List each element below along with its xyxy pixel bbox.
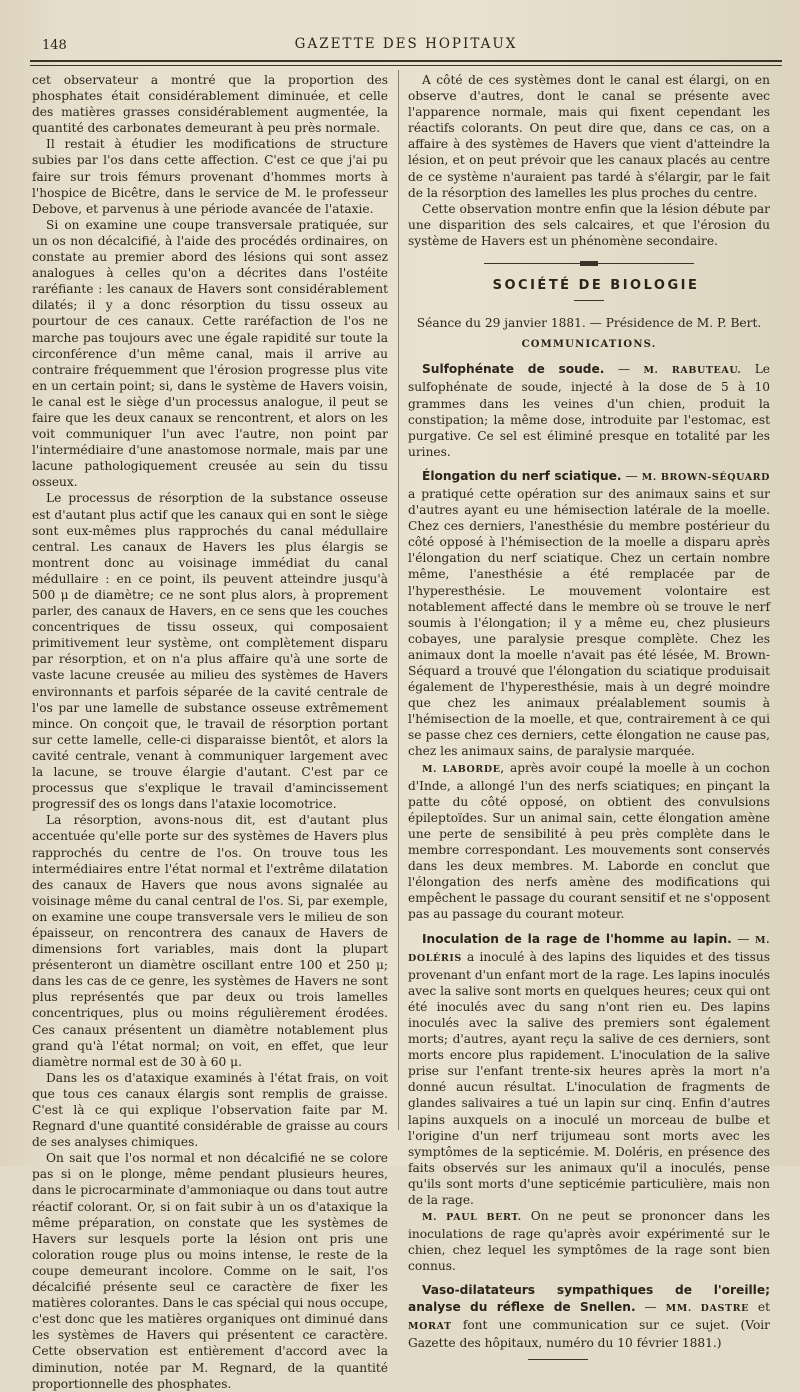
entry-text: après avoir coupé la moelle à un cochon d'Inde, a allongé l'un des nerfs sciatiques; en pinçant la patte du côté opposé, on obtient des convulsions épileptoïdes. Sur un animal sain, cette élongation amène une perte de sensibilité à peu près complète dans le membre correspondant. Les mouvements sont conservés dans les deux membres. M. Laborde en conclut que l'élongation des nerfs amène des modifications qui empêchent le passage du courant sensitif et ne s'opposent pas au passage du courant moteur. bbox=[408, 760, 770, 922]
communication-entry: Élongation du nerf sciatique. — M. BROWN-SÉQUARD a pratiqué cette opération sur des animaux sains et sur d'autres ayant eu une hémisection latérale de la moelle. Chez ces derniers, l'anesthésie du membre postérieur du côté opposé à l'hémisection de la moelle a disparu après l'élongation du nerf sciatique. Chez un certain nombre même, l'anesthésie a été remplacée par de l'hyperesthésie. Le mouvement volontaire est notablement affecté dans le membre où se trouve le nerf soumis à l'élongation; il y a même eu, chez plusieurs cobayes, une paralysie presque complète. Chez les animaux dont la moelle n'avait pas été lésée, M. Brown-Séquard a trouvé que l'élongation du sciatique produisait également de l'hyperesthésie, mais à un degré moindre que chez les animaux préalablement soumis à l'hémisection de la moelle, et que, contrairement à ce qui se passe chez ces derniers, cette élongation ne cause pas, chez les animaux sains, de paralysie marquée. bbox=[408, 468, 771, 759]
entry-text: a inoculé à des lapins des liquides et des tissus provenant d'un enfant mort de la rage. Les lapins inoculés avec la salive sont morts en quelques heures; ceux qui ont été inoculés avec du sang n'ont rien eu. Des lapins inoculés avec la salive des premiers sont également morts; d'autres, ayant reçu la salive de ces derniers, sont morts encore plus rapidement. L'inoculation de la salive prise sur l'enfant trente-six heures après la mort n'a donné aucun résultat. L'inoculation de fragments de glandes salivaires a tué un lapin sur cinq. Enfin d'autres lapins auxquels on a inoculé un morceau de bulbe et l'origine d'un nerf trijumeau sont morts avec les symptômes de la septicémie. M. Doléris, en présence des faits observés sur les animaux qu'il a inoculés, pense qu'ils sont morts d'une septicémie particulière, mais non de la rage. bbox=[408, 949, 770, 1207]
entry-title: Élongation du nerf sciatique. bbox=[422, 468, 622, 483]
entry-title: Sulfophénate de soude. bbox=[422, 362, 605, 377]
communication-entry: Vaso-dilatateurs sympathiques de l'oreille; analyse du réflexe de Snellen. — MM. DASTRE et MORAT font une communication sur ce sujet. (Voir Gazette des hôpitaux, numéro du 10 février 1881.) bbox=[408, 1283, 771, 1350]
section-separator bbox=[484, 263, 694, 264]
header-rule-thin bbox=[30, 65, 782, 66]
communications-heading: COMMUNICATIONS. bbox=[521, 339, 657, 351]
section-title: SOCIÉTÉ DE BIOLOGIE bbox=[492, 278, 700, 294]
communication-entry bbox=[408, 1208, 770, 1274]
paragraph: Il restait à étudier les modifications de structure subies par l'os dans cette affection. C'est ce que j'ai pu faire sur trois fémurs provenant d'hommes morts à l'hospice de Bicêtre, dans le service de M. le professeur Debove, et parvenus à une période avancée de l'ataxie. bbox=[32, 137, 388, 216]
paragraph: La résorption, avons-nous dit, est d'autant plus accentuée qu'elle porte sur des systèmes de Havers plus rapprochés du centre de l'os. On trouve tous les intermédiaires entre l'état normal et l'extrême dilatation des canaux de Havers que nous avons signalée au voisinage même du canal central de l'os. Si, par exemple, on examine une coupe transversale vers le milieu de son épaisseur, on rencontrera des canaux de Havers de dimensions fort variables, mais dont la plupart présenteront un diamètre oscillant entre 100 et 250 μ; dans les cas de ce genre, les systèmes de Havers ne sont plus représentés que par deux ou trois lamelles concentriques, plus ou moins régulièrement érodées. Ces canaux présentent un diamètre notablement plus grand qu'à l'état normal; on voit, en effet, que leur diamètre normal est de 30 à 60 μ. bbox=[32, 813, 388, 1069]
entry-author: MM. DASTRE bbox=[665, 1302, 749, 1314]
entry-author: M. DOLÉRIS bbox=[408, 934, 771, 964]
paragraph: Dans les os d'ataxique examinés à l'état frais, on voit que tous ces canaux élargis sont remplis de graisse. C'est là ce qui explique l'observation faite par M. Regnard d'une quantité considérable de graisse au cours de ses analyses chimiques. bbox=[32, 1070, 388, 1150]
page-header bbox=[30, 30, 782, 64]
communication-entry bbox=[408, 760, 770, 923]
entry-title: Inoculation de la rage de l'homme au lapin. bbox=[422, 931, 732, 946]
end-rule bbox=[528, 1359, 588, 1360]
entry-author: M. PAUL BERT. bbox=[422, 1212, 522, 1224]
left-column bbox=[32, 72, 388, 1392]
paragraph: A côté de ces systèmes dont le canal est élargi, on en observe d'autres, dont le canal se présente avec l'apparence normale, mais qui fixent cependant les réactifs colorants. On peut dire que, dans ce cas, on a affaire à des systèmes de Havers que vient d'atteindre la lésion, et on peut prévoir que les canaux placés au centre de ce système n'auraient pas tardé à s'élargir, par le fait de la résorption des lamelles les plus proches du centre. bbox=[408, 73, 770, 200]
entry-text: a pratiqué cette opération sur des animaux sains et sur d'autres ayant eu une hémisection latérale de la moelle. Chez ces derniers, l'anesthésie du membre postérieur du côté opposé à l'hémisection de la moelle a disparu après l'élongation du nerf sciatique. Chez un certain nombre même, l'anesthésie a été remplacée par de l'hyperesthésie. Le mouvement volontaire est notablement affecté dans le membre où se trouve le nerf soumis à l'élongation; il y a même eu, chez plusieurs cobayes, une paralysie presque complète. Chez les animaux dont la moelle n'avait pas été lésée, M. Brown-Séquard a trouvé que l'élongation du sciatique produisait également de l'hyperesthésie, mais à un degré moindre que chez les animaux préalablement soumis à l'hémisection de la moelle, et que, contrairement à ce qui se passe chez ces derniers, cette élongation ne cause pas, chez les animaux sains, de paralysie marquée. bbox=[408, 486, 770, 759]
page-number: 148 bbox=[42, 38, 67, 53]
header-rule-thick bbox=[30, 60, 782, 62]
communication-entry: Sulfophénate de soude. — M. RABUTEAU. Le sulfophénate de soude, injecté à la dose de 5 à 10 grammes dans les veines d'un chien, produit la constipation; la même dose, introduite par l'estomac, est purgative. Ce sel est éliminé presque en totalité par les urines. bbox=[408, 362, 770, 459]
session-line: Séance du 29 janvier 1881. — Présidence de M. P. Bert. bbox=[416, 316, 762, 331]
entry-text: Le sulfophénate de soude, injecté à la dose de 5 à 10 grammes dans les veines d'un chien, produit la constipation; la même dose, introduite par l'estomac, est purgative. Ce sel est éliminé presque en totalité par les urines. bbox=[408, 362, 770, 459]
section-title-rule bbox=[574, 300, 604, 301]
entry-author: M. LABORDE, bbox=[422, 763, 505, 775]
entry-conjunction: et bbox=[757, 1299, 770, 1314]
entry-title: Vaso-dilatateurs sympathiques de l'oreille; analyse du réflexe de Snellen. bbox=[408, 1283, 770, 1314]
paragraph: cet observateur a montré que la proportion des phosphates était considérablement diminuée, et celle des matières grasses considérablement augmentée, la quantité des carbonates demeurant à peu près normale. bbox=[32, 73, 388, 136]
entry-author: M. RABUTEAU. bbox=[643, 365, 742, 377]
entry-text: On ne peut se prononcer dans les inoculations de rage qu'après avoir expérimenté sur le chien, chez lequel les symptômes de la rage sont bien connus. bbox=[408, 1209, 770, 1274]
running-title: GAZETTE DES HOPITAUX bbox=[294, 36, 518, 52]
entry-author: MORAT bbox=[408, 1320, 452, 1332]
paragraph: Si on examine une coupe transversale pratiquée, sur un os non décalcifié, à l'aide des procédés ordinaires, on constate au premier abord des lésions qui sont assez analogues à celles qu'on a décrites dans l'ostéite raréfiante : les canaux de Havers sont considérablement dilatés; il y a donc résorption du tissu osseux au pourtour de ces canaux. Cette raréfaction de l'os ne marche pas toujours avec une égale rapidité sur toute la circonférence d'un même canal, mais il arrive au contraire fréquemment que l'érosion progresse plus vite en un certain point; si, dans le système de Havers voisin, le canal est le siège d'un processus analogue, il peut se faire que les deux canaux se rencontrent, et alors on les voit communiquer l'un avec l'autre, non point par l'intermédiaire d'une anastomose normale, mais par une lacune pathologiquement creusée au sein du tissu osseux. bbox=[32, 217, 388, 490]
right-column bbox=[408, 72, 770, 1360]
communication-entry: Inoculation de la rage de l'homme au lapin. — M. DOLÉRIS a inoculé à des lapins des liquides et des tissus provenant d'un enfant mort de la rage. Les lapins inoculés avec la salive sont morts en quelques heures; ceux qui ont été inoculés avec du sang n'ont rien eu. Des lapins inoculés avec la salive des premiers sont également morts; d'autres, ayant reçu la salive de ces derniers, sont morts encore plus rapidement. L'inoculation de la salive prise sur l'enfant trente-six heures après la mort n'a donné aucun résultat. L'inoculation de fragments de glandes salivaires a tué un lapin sur cinq. Enfin d'autres lapins auxquels on a inoculé un morceau de bulbe et l'origine d'un nerf trijumeau sont morts avec les symptômes de la septicémie. M. Doléris, en présence des faits observés sur les animaux qu'il a inoculés, pense qu'ils sont morts d'une septicémie particulière, mais non de la rage. bbox=[408, 931, 771, 1207]
column-divider bbox=[398, 70, 399, 1130]
paragraph: Le processus de résorption de la substance osseuse est d'autant plus actif que les canaux qui en sont le siège sont eux-mêmes plus rapprochés du canal médullaire central. Les canaux de Havers les plus élargis se montrent donc au voisinage immédiat du canal médullaire : en ce point, ils peuvent atteindre jusqu'à 500 μ de diamètre; ce ne sont plus alors, à proprement parler, des canaux de Havers, en ce sens que les couches concentriques de tissu osseux, qui composaient primitivement leur système, ont complètement disparu par résorption, et on n'a plus affaire qu'à une sorte de vaste lacune creusée au milieu des systèmes de Havers environnants et parfois séparée de la cavité centrale de l'os par une lamelle de substance osseuse extrêmement mince. On conçoit que, le travail de résorption portant sur cette lamelle, celle-ci disparaisse bientôt, et alors la cavité centrale, venant à communiquer largement avec la lacune, se trouve élargie d'autant. C'est par ce processus que s'explique le travail d'amincissement progressif des os longs dans l'ataxie locomotrice. bbox=[32, 491, 388, 812]
entry-text: font une communication sur ce sujet. (Voir Gazette des hôpitaux, numéro du 10 février 1881.) bbox=[408, 1317, 771, 1350]
paragraph: Cette observation montre enfin que la lésion débute par une disparition des sels calcaires, et que l'érosion du système de Havers est un phénomène secondaire. bbox=[408, 201, 770, 248]
entry-author: M. BROWN-SÉQUARD bbox=[641, 471, 771, 483]
paragraph: On sait que l'os normal et non décalcifié ne se colore pas si on le plonge, même pendant plusieurs heures, dans le picrocarminate d'ammoniaque ou dans tout autre réactif colorant. Or, si on fait subir à un os d'ataxique la même préparation, on constate que les systèmes de Havers sur lesquels porte la lésion ont pris une coloration rouge plus ou moins intense, le reste de la coupe demeurant incolore. Comme on le sait, l'os décalcifié présente seul ce caractère de fixer les matières colorantes. Dans le cas spécial qui nous occupe, c'est donc que les matières organiques ont diminué dans les systèmes de Havers qui présentent ce caractère. Cette observation est entièrement d'accord avec la diminution, notée par M. Regnard, de la quantité proportionnelle des phosphates. bbox=[32, 1151, 389, 1391]
